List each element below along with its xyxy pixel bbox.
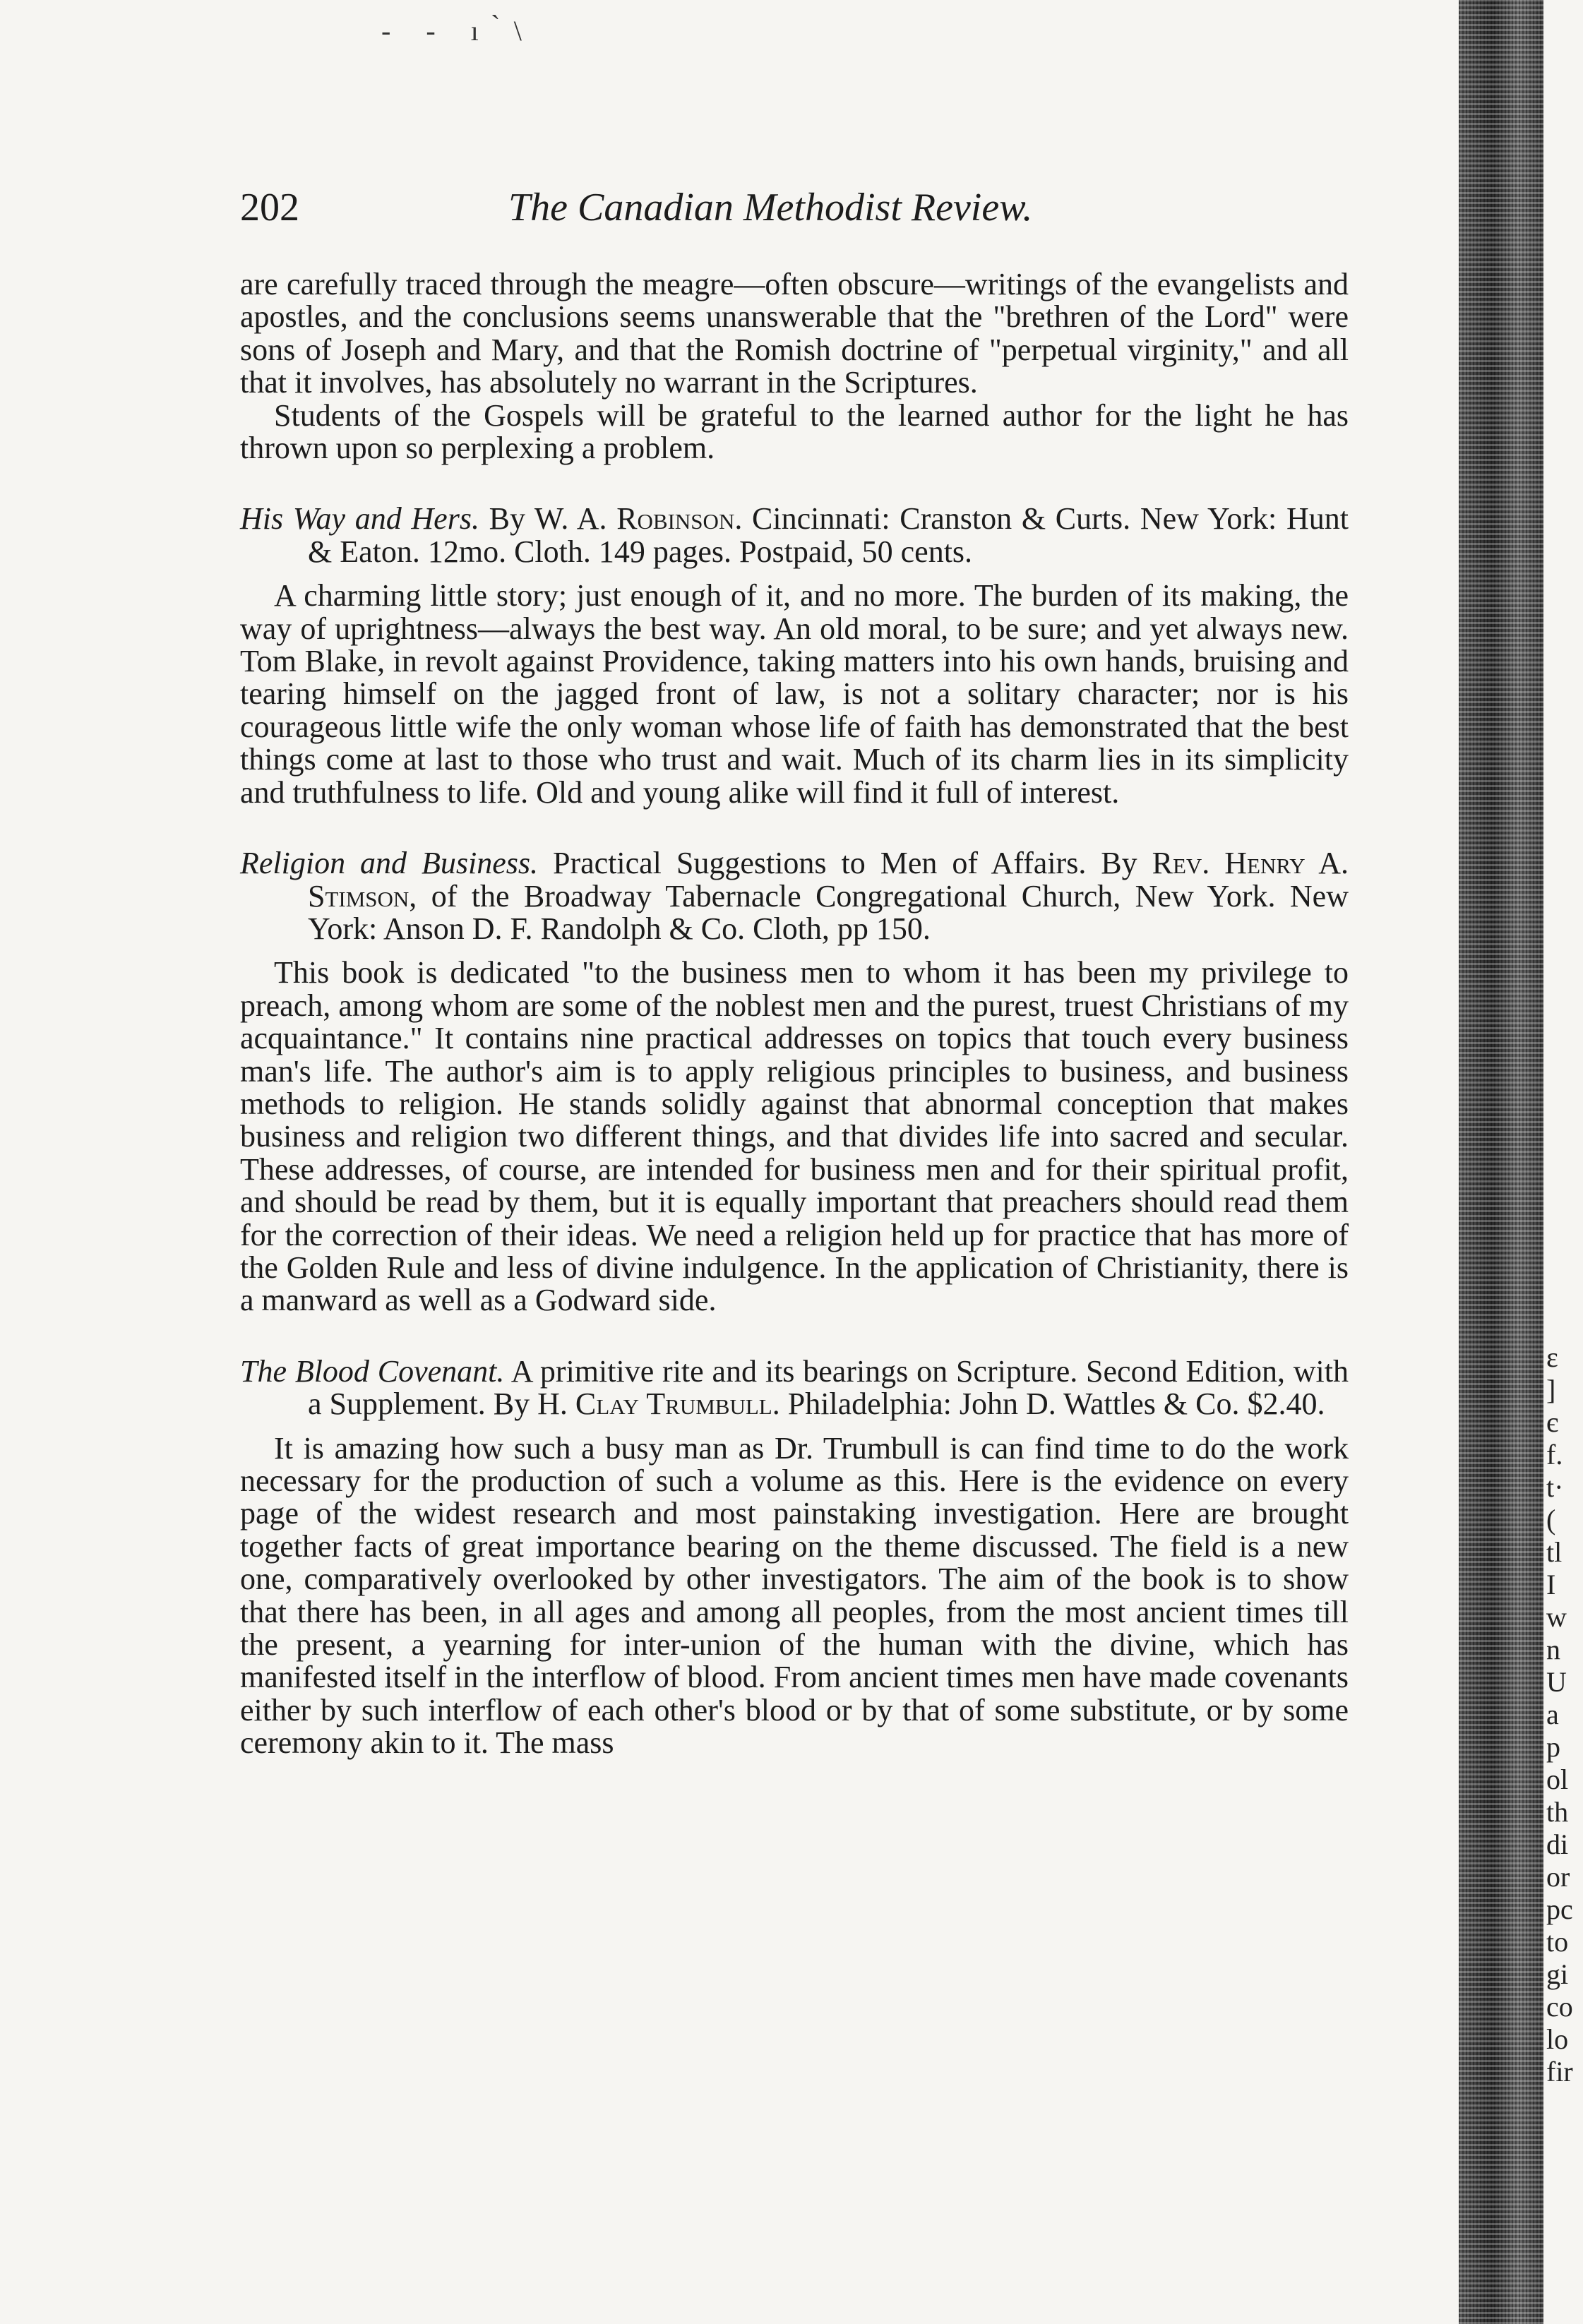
facing-page-fragment: di	[1546, 1828, 1569, 1860]
page-body	[240, 268, 1349, 1760]
facing-page-fragment: a	[1546, 1699, 1559, 1730]
review-text-his-way-and-hers: A charming little story; just enough of it, and no more. The burden of its making, the way of uprightness—always the best way. An old moral, to be sure; and yet always new. Tom Blake, in revolt against Providence, taking matters into his own hands, bruising and tearing himself on the jagged front of law, is not a solitary character; nor is his courageous little wife the only woman whose life of faith has demonstrated that the best things come at last to those who trust and wait. Much of its charm lies in its simplicity and truthfulness to life. Old and young alike will find it full of interest.	[240, 578, 1349, 810]
facing-page-fragment: tl	[1546, 1536, 1563, 1568]
facing-page-fragment: (	[1546, 1504, 1556, 1535]
facing-page-fragment: gi	[1546, 1958, 1569, 1990]
facing-page-fragment: є	[1546, 1406, 1559, 1438]
facing-page-fragment: ol	[1546, 1763, 1569, 1795]
facing-page-fragment: ]	[1546, 1374, 1556, 1406]
facing-page-fragment: I	[1546, 1569, 1556, 1600]
spacer	[240, 809, 1349, 847]
book-title: Religion and Business.	[240, 846, 539, 881]
facing-page-fragment: pc	[1546, 1893, 1573, 1925]
spacer	[240, 465, 1349, 503]
book-subtitle: Practical Suggestions to Men of Affairs. By	[538, 846, 1152, 881]
facing-page-fragment: U	[1546, 1666, 1567, 1698]
book-binding-edge	[1459, 0, 1543, 2324]
spacer	[240, 1317, 1349, 1355]
facing-page-fragment: lo	[1546, 2023, 1569, 2055]
facing-page-fragment: to	[1546, 1926, 1569, 1958]
page-number: 202	[240, 186, 299, 229]
facing-page-fragment: w	[1546, 1601, 1567, 1633]
paragraph-closing: Students of the Gospels will be grateful to the learned author for the light he has thrown upon so perplexing a problem.	[240, 397, 1349, 466]
facing-page-fragment: n	[1546, 1634, 1560, 1665]
publication-details: of the Broadway Tabernacle Congregational Church, New York. New York: Anson D. F. Randolph & Co. Cloth, pp 150.	[308, 878, 1349, 946]
facing-page-fragments	[1546, 1341, 1583, 2088]
book-author: Clay Trumbull.	[575, 1386, 780, 1422]
facing-page-fragment: fir	[1546, 2056, 1573, 2088]
review-heading-blood-covenant	[240, 1355, 1349, 1421]
review-text-blood-covenant: It is amazing how such a busy man as Dr. Trumbull is can find time to do the work necessary for the production of such a volume as this. Here is the evidence on every page of the widest research and most painstaking investigation. Here are brought together facts of great importance bearing on the theme discussed. The field is a new one, comparatively overlooked by other investigators. The aim of the book is to show that there has been, in all ages and among all peoples, from the most ancient times till the present, a yearning for inter-union of the human with the divine, which has manifested itself in the interflow of blood. From ancient times men have made covenants either by such interflow of each other's blood or by that of some substitute, or by some ceremony akin to it. The mass	[240, 1430, 1349, 1761]
review-text-religion-and-business: This book is dedicated "to the business men to whom it has been my privilege to preach, among whom are some of the noblest men and the purest, truest Christians of my acquaintance." It contains nine practical addresses on topics that touch every business man's life. The author's aim is to apply religious principles to business, and business methods to religion. He stands solidly against that abnormal conception that makes business and religion two different things, and that divides life into sacred and secular. These addresses, of course, are intended for business men and for their spiritual profit, and should be read by them, but it is equally important that preachers should read them for the correction of their ideas. We need a religion held up for practice that has more of the Golden Rule and less of divine indulgence. In the application of Christianity, there is a manward as well as a Godward side.	[240, 955, 1349, 1318]
facing-page-fragment: or	[1546, 1861, 1570, 1893]
book-subtitle: A primitive rite and its bearings on Scripture. Second Edition, with a Supplement. By H.	[308, 1353, 1349, 1422]
review-heading-his-way-and-hers	[240, 503, 1349, 568]
facing-page-fragment: ε	[1546, 1341, 1558, 1373]
paragraph-continued: are carefully traced through the meagre—often obscure—writings of the evangelists and apostles, and the conclusions seems unanswerable that the "brethren of the Lord" were sons of Joseph and Mary, and that the Romish doctrine of "perpetual virginity," and all that it involves, has absolutely no warrant in the Scriptures.	[240, 267, 1349, 400]
facing-page-fragment: p	[1546, 1731, 1560, 1763]
book-author: Rev. Henry A. Stimson,	[308, 846, 1349, 914]
facing-page-fragment: t·	[1546, 1471, 1564, 1503]
facing-page-fragment: co	[1546, 1991, 1573, 2023]
book-author: Robinson.	[616, 501, 743, 537]
facing-page-fragment: th	[1546, 1796, 1569, 1828]
byline: By W. A.	[479, 501, 617, 537]
review-heading-religion-and-business	[240, 847, 1349, 945]
page-header	[240, 185, 1342, 241]
book-title: The Blood Covenant.	[240, 1353, 505, 1389]
running-title: The Canadian Methodist Review.	[508, 186, 1033, 229]
book-title: His Way and Hers.	[240, 501, 479, 537]
publication-details: Cincinnati: Cranston & Curts. New York: Hunt & Eaton. 12mo. Cloth. 149 pages. Postpaid, 50 cents.	[308, 501, 1349, 569]
publication-details: Philadelphia: John D. Wattles & Co. $2.40.	[779, 1386, 1325, 1422]
scan-artifact-marks: - - ı ̀\	[381, 15, 536, 47]
facing-page-fragment: f.	[1546, 1439, 1563, 1471]
